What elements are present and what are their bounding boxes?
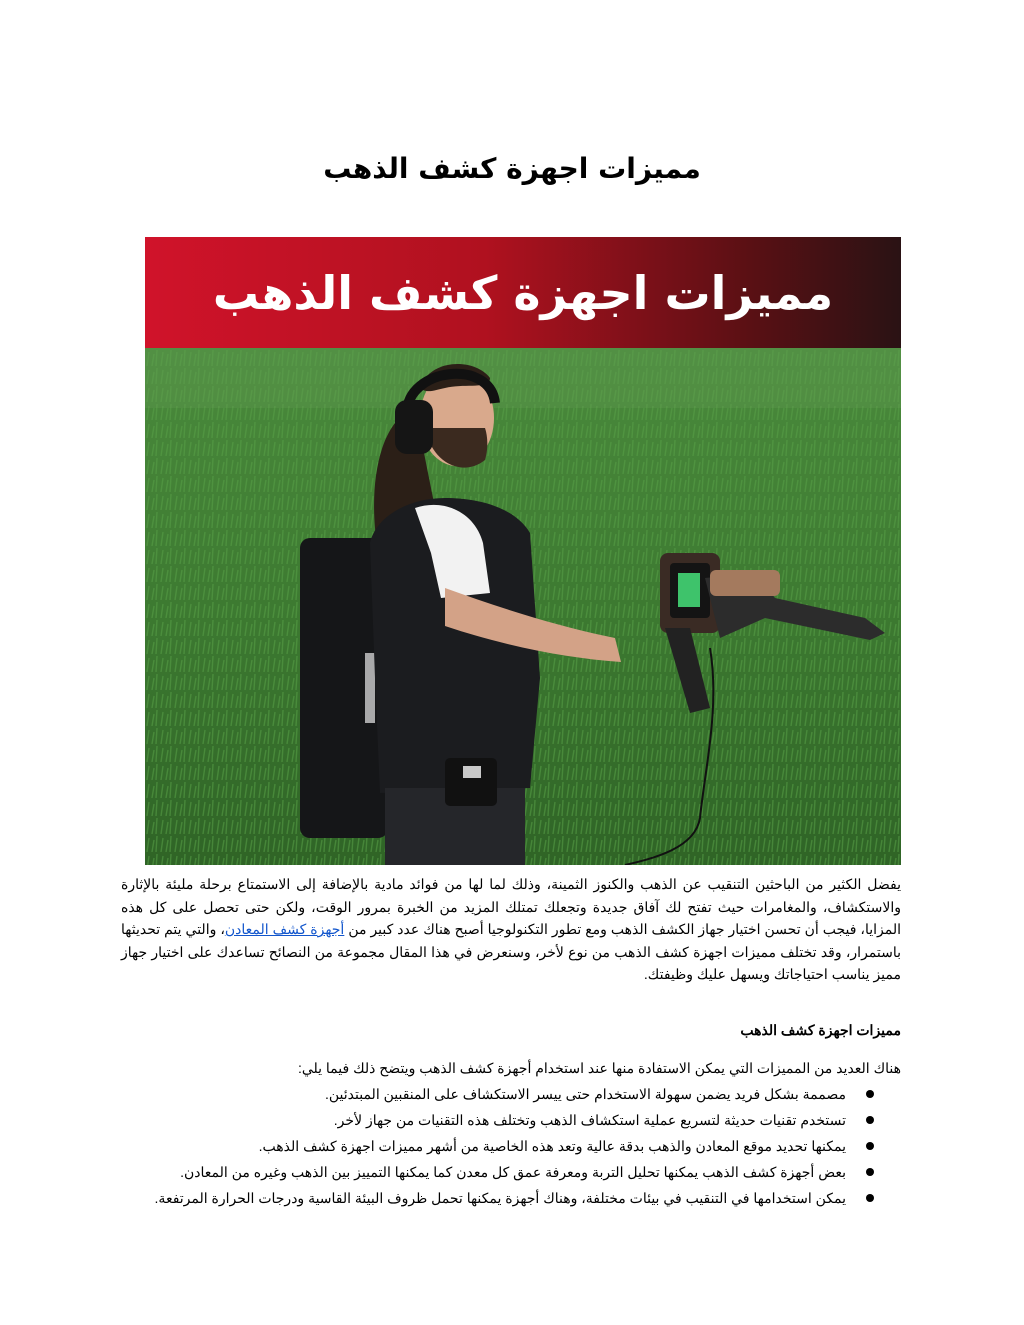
list-item xyxy=(114,1081,874,1107)
list-item xyxy=(114,1185,874,1211)
hero-banner xyxy=(145,237,901,348)
bullet-icon xyxy=(866,1194,874,1202)
hero-banner-text: مميزات اجهزة كشف الذهب xyxy=(212,265,834,320)
list-item xyxy=(114,1133,874,1159)
section-heading: مميزات اجهزة كشف الذهب xyxy=(740,1022,901,1038)
bullet-icon xyxy=(866,1090,874,1098)
bullet-icon xyxy=(866,1168,874,1176)
list-item-text: يمكن استخدامها في التنقيب في بيئات مختلفة، وهناك أجهزة يمكنها تحمل ظروف البيئة القاسية ودرجات الحرارة المرتفعة. xyxy=(154,1190,846,1206)
list-item xyxy=(114,1159,874,1185)
intro-text-1: يفضل الكثير من الباحثين التنقيب عن الذهب والكنوز الثمينة، وذلك لما لها من فوائد مادية بالإضافة إلى الاستمتاع برحلة مليئة بالإثارة والاستكشاف، والمغامرات حيث تفتح لك آفاق جديدة وتجعلك تمتلك المزيد من الخبرة بمرور الوقت، ولكن حتى تحصل على كل هذه المزايا، فيجب أن تحسن اختيار جهاز الكشف الذهب ومع تطور التكنولوجيا أصبح هناك عدد كبير من xyxy=(121,876,901,937)
list-item xyxy=(114,1107,874,1133)
list-item-text: بعض أجهزة كشف الذهب يمكنها تحليل التربة ومعرفة عمق كل معدن كما يمكنها التمييز بين الذهب وغيره من المعادن. xyxy=(180,1164,846,1180)
bullet-icon xyxy=(866,1116,874,1124)
intro-paragraph xyxy=(121,873,901,986)
page-title: مميزات اجهزة كشف الذهب xyxy=(323,152,701,185)
list-item-text: تستخدم تقنيات حديثة لتسريع عملية استكشاف الذهب وتختلف هذه التقنيات من جهاز لأخر. xyxy=(333,1112,846,1128)
intro-text-2: ، والتي يتم تحديثها باستمرار، وقد تختلف مميزات اجهزة كشف الذهب من نوع لأخر، وسنعرض في هذا المقال مجموعة من النصائح تساعدك على اختيار جهاز مميز يناسب احتياجاتك ويسهل عليك وظيفتك. xyxy=(121,921,902,982)
photo-man-with-detector xyxy=(145,348,901,865)
list-item-text: يمكنها تحديد موقع المعادن والذهب بدقة عالية وتعد هذه الخاصية من أشهر مميزات اجهزة كشف الذهب. xyxy=(258,1138,846,1154)
hero-image xyxy=(145,237,901,865)
section-lead: هناك العديد من المميزات التي يمكن الاستفادة منها عند استخدام أجهزة كشف الذهب ويتضح ذلك فيما يلي: xyxy=(297,1060,901,1076)
bullet-icon xyxy=(866,1142,874,1150)
list-item-text: مصممة بشكل فريد يضمن سهولة الاستخدام حتى ييسر الاستكشاف على المنقبين المبتدئين. xyxy=(325,1086,846,1102)
metal-detectors-link[interactable]: أجهزة كشف المعادن xyxy=(224,921,345,937)
features-list xyxy=(114,1081,874,1211)
